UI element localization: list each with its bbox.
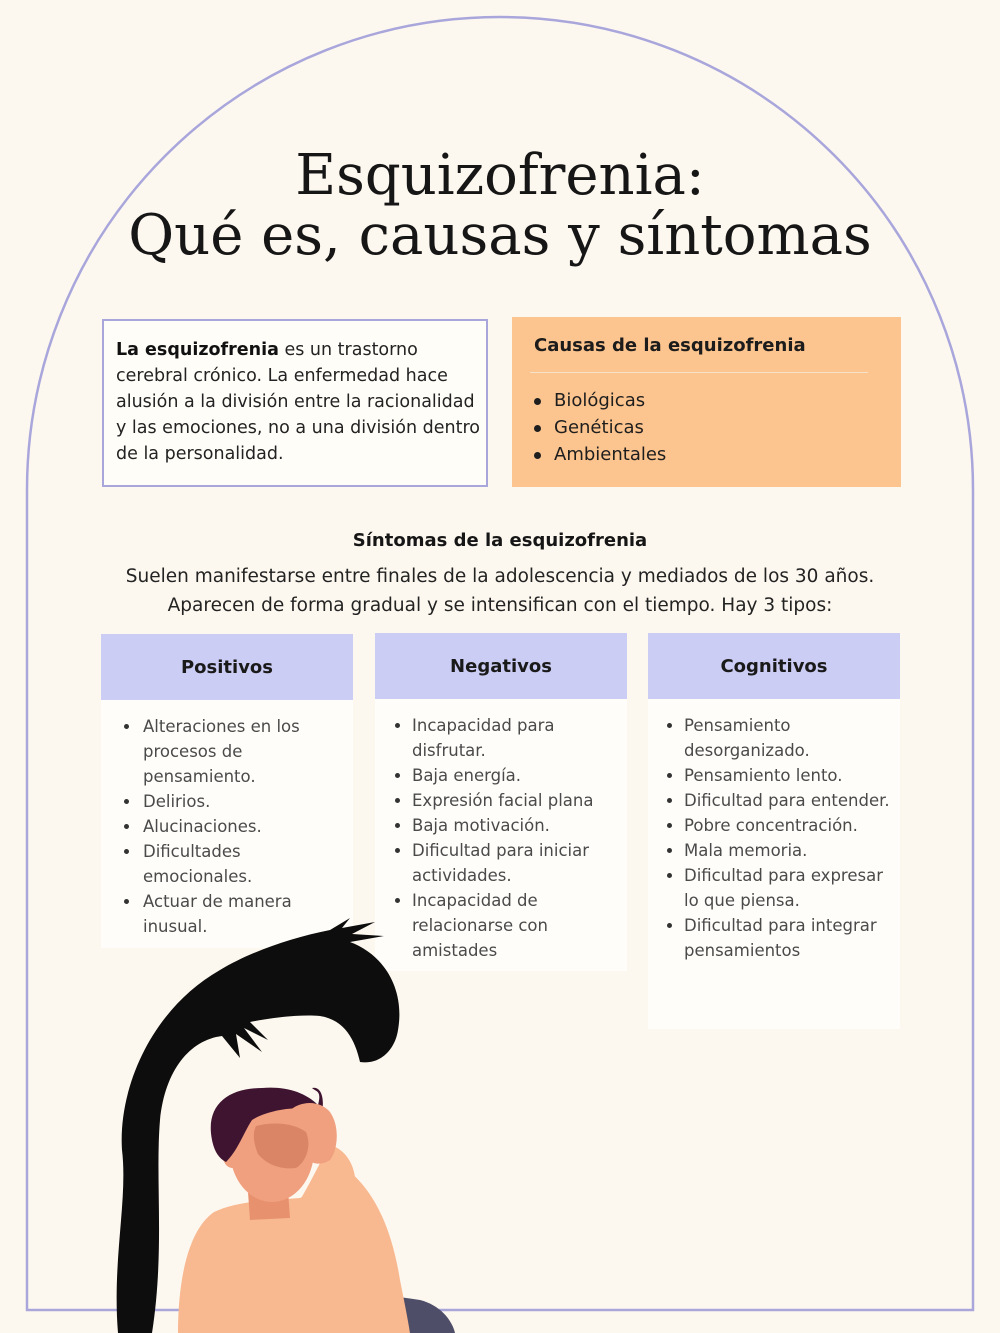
symptom-item: Dificultad para iniciar actividades.: [375, 838, 623, 888]
symptom-item: Incapacidad de relacionarse con amistades: [375, 888, 623, 963]
intro-box: [102, 319, 488, 487]
symptom-item: Incapacidad para disfrutar.: [375, 713, 623, 763]
symptom-item: Dificultades emocionales.: [101, 839, 349, 889]
title-line-2: Qué es, causas y síntomas: [128, 203, 872, 268]
symptom-list: [648, 713, 896, 963]
causes-divider: [530, 372, 868, 373]
symptom-item: Alucinaciones.: [101, 814, 349, 839]
person-shadow-illustration: [0, 900, 460, 1333]
cause-item: Biológicas: [532, 387, 881, 414]
symptom-item: Delirios.: [101, 789, 349, 814]
column-body: [648, 699, 900, 1029]
symptoms-description: Suelen manifestarse entre finales de la adolescencia y mediados de los 30 años. Aparecen de forma gradual y se intensifican con el tiempo. Hay 3 tipos:: [125, 566, 875, 616]
intro-bold-term: La esquizofrenia: [116, 340, 279, 360]
page-title: [0, 143, 1000, 268]
symptom-item: Dificultad para integrar pensamientos: [648, 913, 896, 963]
column-cognitivos: [648, 633, 900, 1029]
symptoms-heading: Síntomas de la esquizofrenia: [352, 530, 648, 551]
symptom-item: Dificultad para entender.: [648, 788, 896, 813]
symptom-item: Expresión facial plana: [375, 788, 623, 813]
symptom-item: Pensamiento desorganizado.: [648, 713, 896, 763]
causes-title: Causas de la esquizofrenia: [534, 335, 806, 356]
symptom-item: Baja energía.: [375, 763, 623, 788]
symptom-item: Alteraciones en los procesos de pensamiento.: [101, 714, 349, 789]
symptom-item: Pobre concentración.: [648, 813, 896, 838]
symptom-item: Dificultad para expresar lo que piensa.: [648, 863, 896, 913]
column-header: Positivos: [101, 634, 353, 700]
causes-list: [532, 387, 881, 468]
cause-item: Ambientales: [532, 441, 881, 468]
causes-box: [512, 317, 901, 487]
symptom-item: Actuar de manera inusual.: [101, 889, 349, 939]
column-header: Cognitivos: [648, 633, 900, 699]
column-header: Negativos: [375, 633, 627, 699]
symptom-item: Baja motivación.: [375, 813, 623, 838]
cause-item: Genéticas: [532, 414, 881, 441]
intro-text: es un trastorno cerebral crónico. La enfermedad hace alusión a la división entre la racionalidad y las emociones, no a una división dentro de la personalidad.: [116, 340, 480, 464]
symptom-item: Pensamiento lento.: [648, 763, 896, 788]
symptom-item: Mala memoria.: [648, 838, 896, 863]
title-line-1: Esquizofrenia:: [295, 143, 705, 208]
